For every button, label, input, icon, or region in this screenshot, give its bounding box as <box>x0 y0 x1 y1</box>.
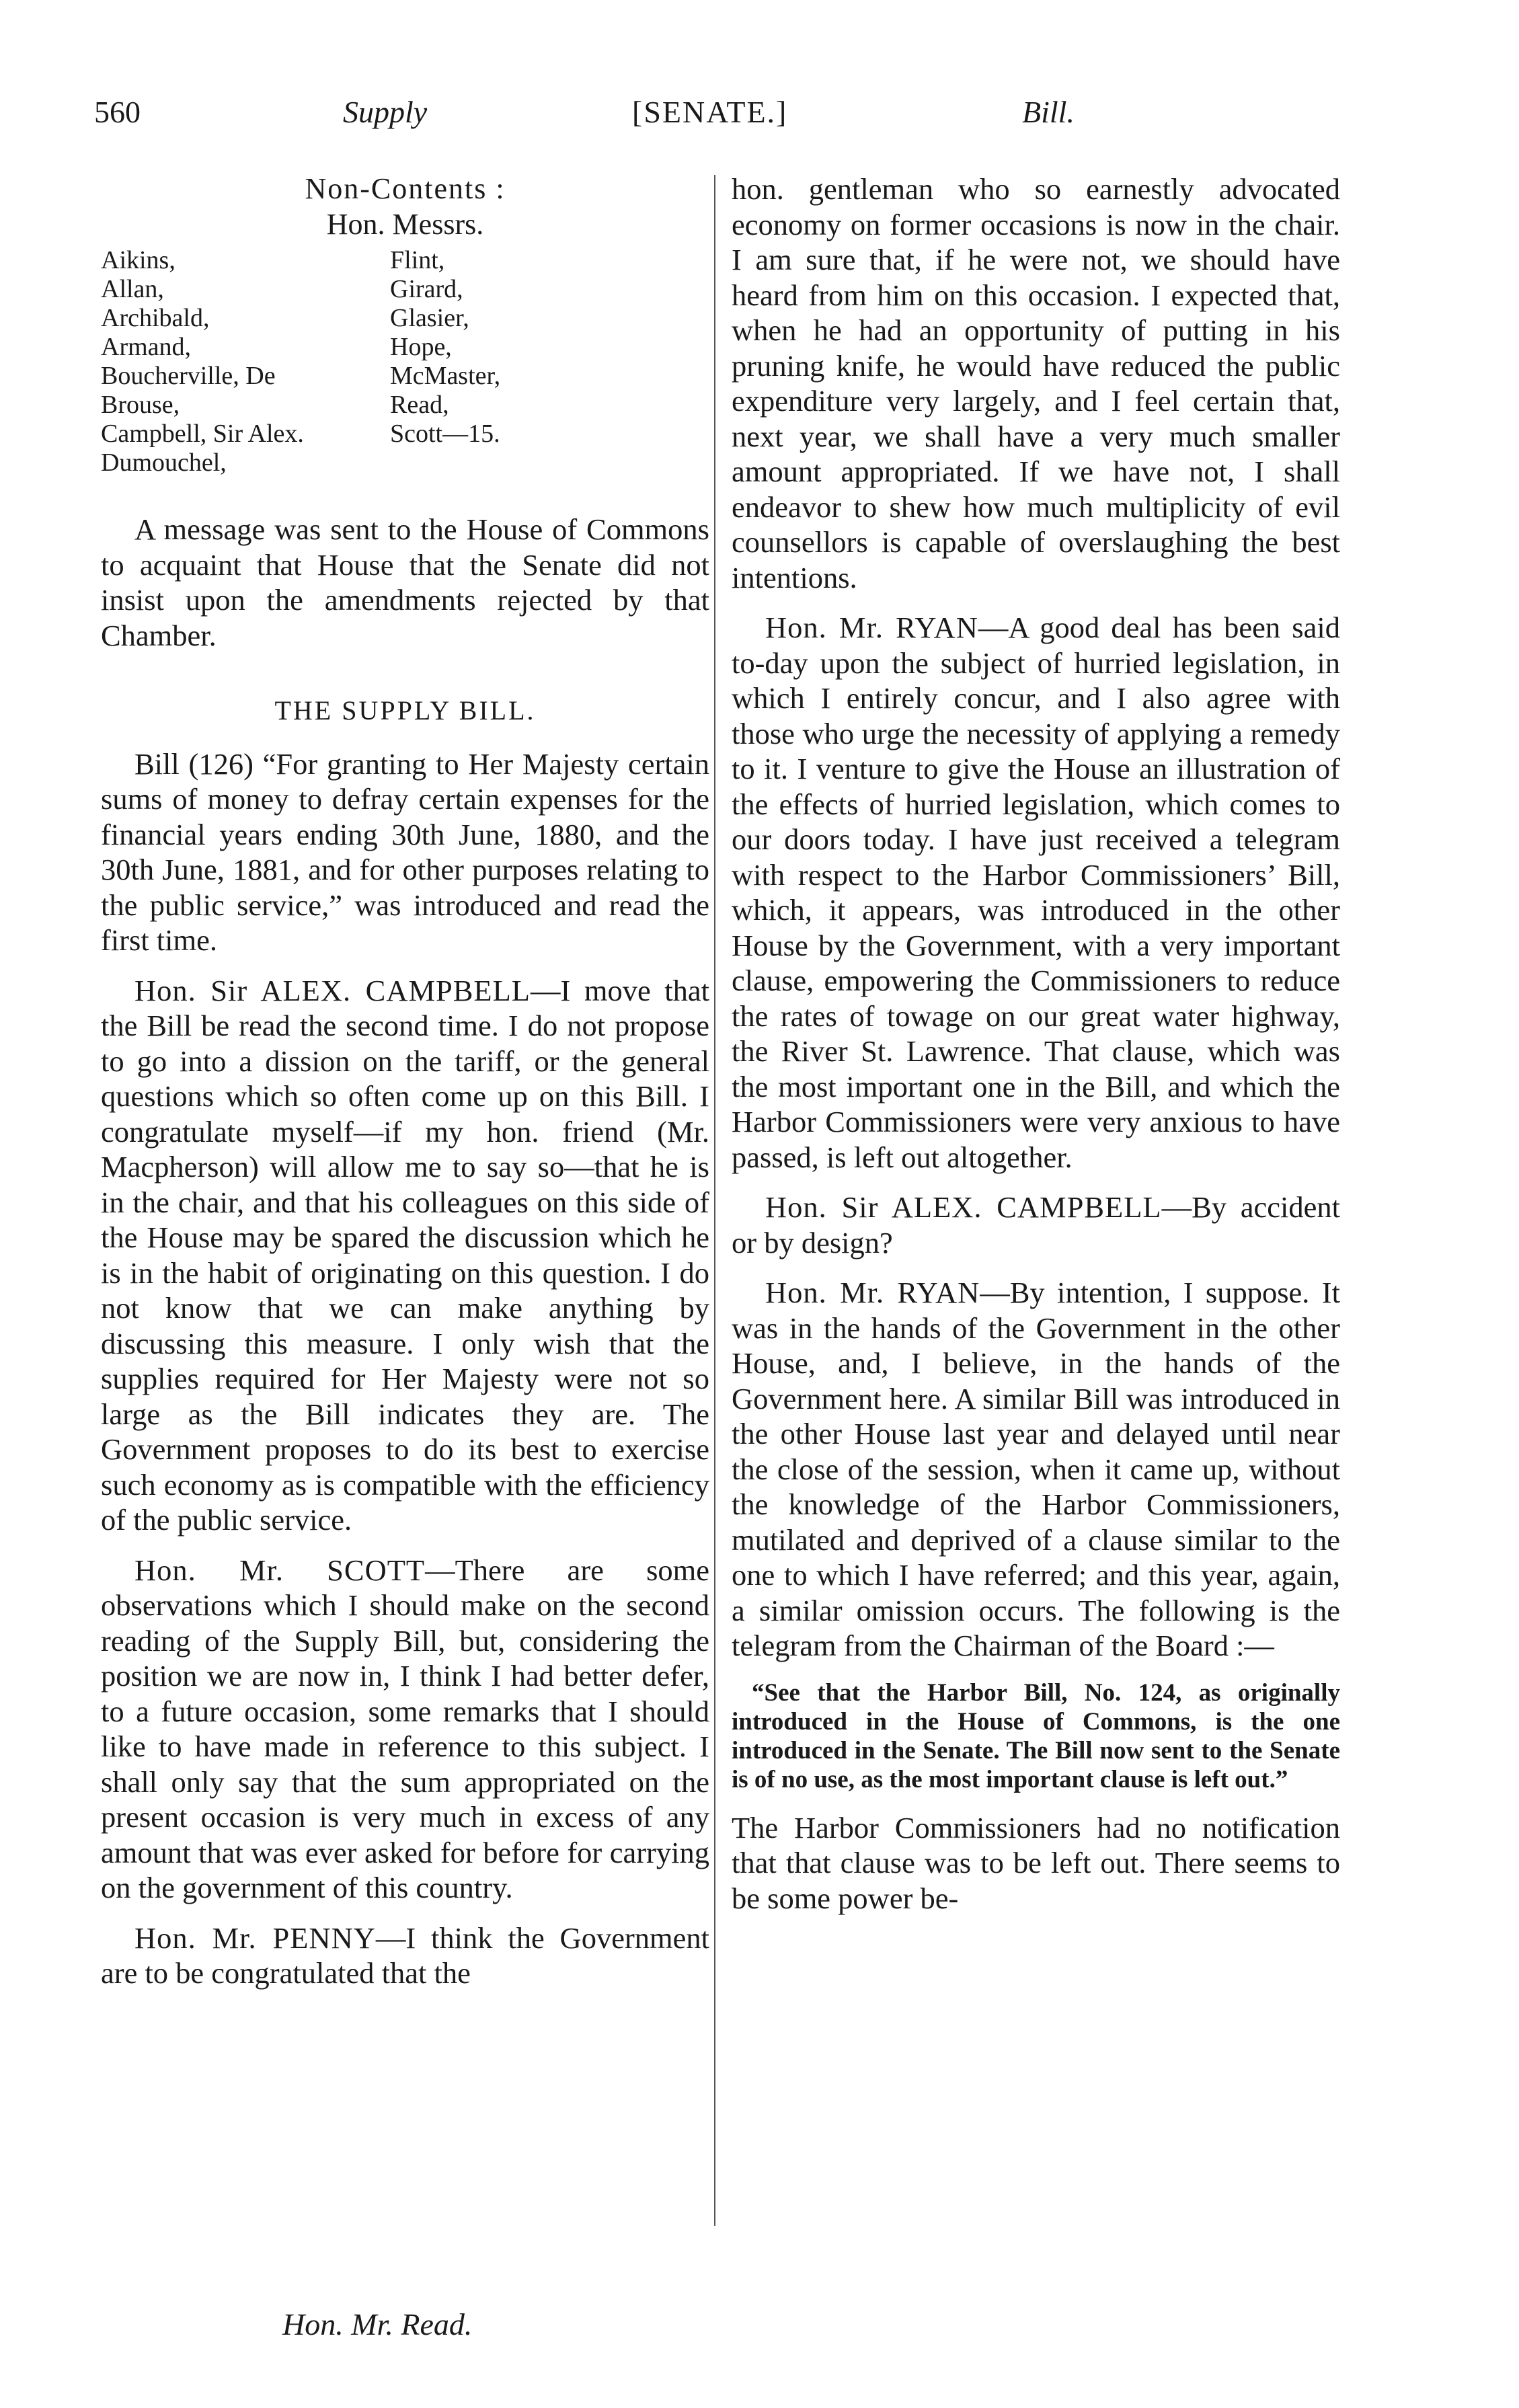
page-header <box>94 94 1358 141</box>
catchword: Hon. Mr. Read. <box>282 2307 473 2341</box>
penny-speech <box>101 1920 709 1991</box>
speaker-name: Hon. Mr. SCOTT <box>134 1553 426 1587</box>
scott-speech <box>101 1553 709 1906</box>
non-contents-subtitle: Hon. Messrs. <box>326 207 484 241</box>
message-paragraph: A message was sent to the House of Commons to acquaint that House that the Senate did not insist upon the amendments rejected by that Chamber. <box>101 512 709 652</box>
running-title-center: [SENATE.] <box>632 95 788 129</box>
name-entry: Archibald, <box>101 304 210 332</box>
speaker-name: Hon. Mr. PENNY <box>134 1920 376 1955</box>
after-telegram-paragraph: The Harbor Commissioners had no notification that that clause was to be left out. There seems to be some power be- <box>732 1810 1340 1915</box>
bill-paragraph: Bill (126) “For granting to Her Majesty certain sums of money to defray certain expenses for the financial years ending 30th June, 1880, and the 30th June, 1881, and for other purposes relating to the public service,” was introduced and read the first time. <box>101 746 709 957</box>
name-entry: Glasier, <box>390 304 469 332</box>
continuation-paragraph: hon. gentleman who so earnestly advocated economy on former occasions is now in the chair. I am sure that, if he were not, we should have heard from him on this occasion. I expected that, when he had an opportunity of putting in his pruning knife, he would have reduced the public expenditure very largely, and I feel certain that, next year, we shall have a very much smaller amount appropriated. If we have not, I shall endeavor to shew how much multiplicity of evil counsellors is capable of overslaughing the best intentions. <box>732 172 1340 594</box>
name-entry: Flint, <box>390 246 445 274</box>
name-entry: Brouse, <box>101 391 180 419</box>
name-entry: Scott—15. <box>390 420 500 448</box>
names-list-first <box>101 246 304 477</box>
name-entry: Allan, <box>101 275 164 303</box>
speaker-name: Hon. Sir ALEX. CAMPBELL <box>134 973 531 1007</box>
campbell-speech <box>101 973 709 1538</box>
name-entry: Aikins, <box>101 246 176 274</box>
speech-text: —I move that the Bill be read the second time. I do not propose to go into a dission on the tariff, or the general questions which so often come up on this Bill. I congratulate myself—if my hon. friend (Mr. Macpherson) will allow me to say so—that he is in the chair, and that his colleagues on this side of the House may be spared the discussion which he is in the habit of originating on this question. I do not know that we can make anything by discussing this measure. I only wish that the supplies required for Her Majesty were not so large as the Bill indicates they are. The Government proposes to do its best to exercise such economy as is compatible with the efficiency of the public service. <box>101 973 709 1537</box>
speech-text: —A good deal has been said to-day upon the subject of hurried legislation, in which I entirely concur, and I also agree with those who urge the necessity of applying a remedy to it. I venture to give the House an illustration of the effects of hurried legislation, which comes to our doors today. I have just received a telegram with respect to the Harbor Commissioners’ Bill, which, it appears, was introduced in the other House by the Government, with a very important clause, empowering the Commissioners to reduce the rates of towage on our great water highway, the River St. Lawrence. That clause, which was the most important one in the Bill, and which the Harbor Commissioners were very anxious to have passed, is left out altogether. <box>732 611 1340 1174</box>
right-column <box>732 171 1340 1931</box>
ryan-speech <box>732 610 1340 1175</box>
speech-text: —I think the Government are to be congratulated that the <box>101 1920 709 1990</box>
speech-text: —By accident or by design? <box>732 1190 1340 1259</box>
running-title-left: Supply <box>343 95 428 129</box>
speech-text: —By intention, I suppose. It was in the hands of the Government in the other House, and, I believe, in the hands of the Government here. A similar Bill was introduced in the other House last year and delayed until near the close of the session, when it came up, without the knowledge of the Harbor Commissioners, mutilated and deprived of a clause similar to the one to which I have referred; and this year, again, a similar omission occurs. The following is the telegram from the Chairman of the Board :— <box>732 1276 1340 1662</box>
running-title-right: Bill. <box>1022 95 1075 129</box>
name-entry: Girard, <box>390 275 463 303</box>
section-heading: THE SUPPLY BILL. <box>274 695 536 726</box>
names-list-second <box>390 246 500 449</box>
speaker-name: Hon. Sir ALEX. CAMPBELL <box>765 1190 1162 1224</box>
page-number: 560 <box>94 95 141 129</box>
name-entry: Boucherville, De <box>101 362 276 390</box>
non-contents-names <box>101 246 709 512</box>
name-entry: McMaster, <box>390 362 501 390</box>
telegram-quote: “See that the Harbor Bill, No. 124, as originally introduced in the House of Commons, is the one introduced in the Senate. The Bill now sent to the Senate is of no use, as the most important clause is left out.” <box>732 1678 1340 1793</box>
speaker-name: Hon. Mr. RYAN <box>765 1276 980 1309</box>
campbell-interjection <box>732 1190 1340 1260</box>
left-column <box>101 171 709 2006</box>
name-entry: Armand, <box>101 333 192 361</box>
name-entry: Dumouchel, <box>101 449 227 477</box>
speaker-name: Hon. Mr. RYAN <box>765 611 978 644</box>
name-entry: Hope, <box>390 333 452 361</box>
name-entry: Read, <box>390 391 449 419</box>
ryan-reply <box>732 1275 1340 1664</box>
column-divider <box>714 175 715 2226</box>
speech-text: —There are some observations which I should make on the second reading of the Supply Bill, but, considering the position we are now in, I think I had better defer, to a future occasion, some remarks that I should like to have made in reference to this subject. I shall only say that the sum appropriated on the present occasion is very much in excess of any amount that was ever asked for before for carrying on the government of this country. <box>101 1553 709 1904</box>
name-entry: Campbell, Sir Alex. <box>101 420 304 448</box>
non-contents-title: Non-Contents : <box>305 172 506 205</box>
